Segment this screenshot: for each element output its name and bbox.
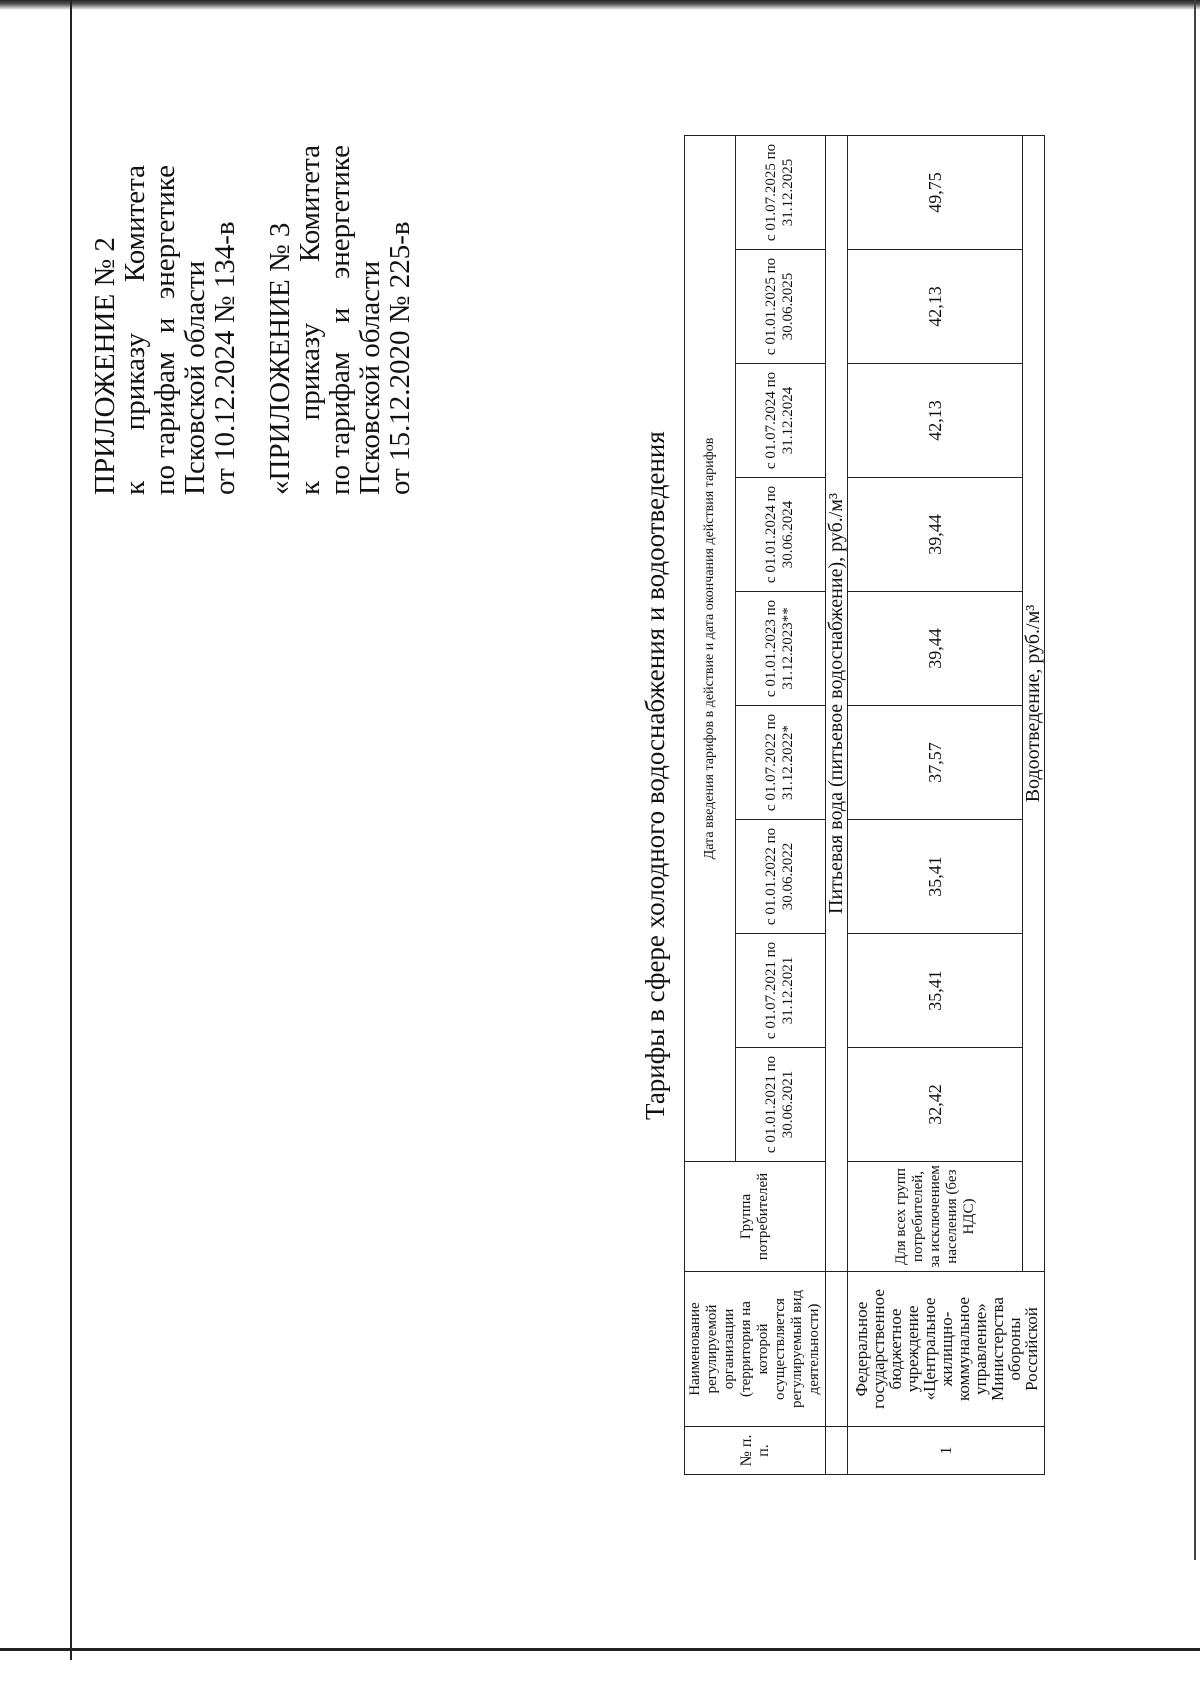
row-number: 1 [848, 1427, 1045, 1475]
tariff-value: 37,57 [848, 706, 1023, 820]
scan-bottom-edge [0, 1648, 1200, 1651]
annex-text: Псковской области [179, 260, 211, 495]
tariff-value: 35,41 [848, 934, 1023, 1048]
annex-text: приказу [294, 322, 326, 421]
org-name: Федеральное государственное бюджетное учреждение «Центральное жилищно-коммунальное управление» Министерства обороны Российской [848, 1272, 1045, 1427]
scan-right-edge [1194, 0, 1196, 1560]
period-cell: с 01.07.2025 по 31.12.2025 [735, 136, 825, 250]
scan-left-edge [70, 0, 72, 1660]
annex-old-title: «ПРИЛОЖЕНИЕ № 3 [264, 222, 296, 495]
annex-old-date: от 15.12.2020 № 225-в [384, 221, 416, 495]
rotated-page [85, 110, 1125, 1570]
annex-old-line2 [295, 145, 325, 495]
annex-new-block [90, 165, 240, 495]
header-org: Наименование регулируемой организации (территория на которой осуществляется регулируемый вид деятельности) [685, 1272, 826, 1427]
annex-text: по тарифам [149, 351, 181, 495]
tariff-value: 39,44 [848, 478, 1023, 592]
annex-new-date: от 10.12.2024 № 134-в [209, 221, 241, 495]
header-dates: Дата введения тарифов в действие и дата окончания действия тарифов [685, 136, 736, 1162]
annex-old-line3 [325, 145, 355, 495]
annex-text: и [324, 307, 356, 324]
document-title: Тарифы в сфере холодного водоснабжения и водоотведения [640, 431, 670, 1120]
tariff-value: 35,41 [848, 820, 1023, 934]
annex-text: по тарифам [324, 351, 356, 495]
period-cell: с 01.01.2025 по 30.06.2025 [735, 250, 825, 364]
annex-new-line3 [150, 165, 180, 495]
tariff-value: 42,13 [848, 250, 1023, 364]
section-water-label: Питьевая вода (питьевое водоснабжение), руб./м³ [826, 136, 848, 1272]
annex-text: Комитета [119, 165, 151, 283]
annex-text: и [149, 317, 181, 334]
period-cell: с 01.07.2024 по 31.12.2024 [735, 364, 825, 478]
period-cell: с 01.01.2024 по 30.06.2024 [735, 478, 825, 592]
table-row [848, 136, 1023, 1475]
section-sewer-label: Водоотведение, руб./м³ [1023, 136, 1045, 1272]
annex-new-title: ПРИЛОЖЕНИЕ № 2 [89, 237, 121, 495]
tariff-value: 49,75 [848, 136, 1023, 250]
annex-text: энергетике [324, 145, 356, 280]
scan-top-edge [0, 0, 1200, 10]
annex-text: энергетике [149, 165, 181, 300]
table-cell [826, 1427, 848, 1475]
table-header-row [685, 136, 736, 1475]
period-cell: с 01.07.2022 по 31.12.2022* [735, 706, 825, 820]
tariff-value: 39,44 [848, 592, 1023, 706]
annex-text: приказу [119, 332, 151, 431]
annex-text: Псковской области [354, 260, 386, 495]
tariff-table [684, 135, 1045, 1475]
annex-text: Комитета [294, 145, 326, 263]
annex-text: к [294, 480, 326, 495]
annex-new-line2 [120, 165, 150, 495]
annex-old-block [265, 145, 415, 495]
period-cell: с 01.01.2023 по 31.12.2023** [735, 592, 825, 706]
tariff-value: 32,42 [848, 1048, 1023, 1162]
period-cell: с 01.01.2022 по 30.06.2022 [735, 820, 825, 934]
section-row-water [826, 136, 848, 1475]
tariff-value: 42,13 [848, 364, 1023, 478]
annex-text: к [119, 480, 151, 495]
consumer-group: Для всех групп потребителей, за исключением населения (без НДС) [848, 1162, 1023, 1272]
header-group: Группа потребителей [685, 1162, 826, 1272]
period-cell: с 01.07.2021 по 31.12.2021 [735, 934, 825, 1048]
table-cell [826, 1272, 848, 1427]
header-num: № п. п. [685, 1427, 826, 1475]
period-cell: с 01.01.2021 по 30.06.2021 [735, 1048, 825, 1162]
